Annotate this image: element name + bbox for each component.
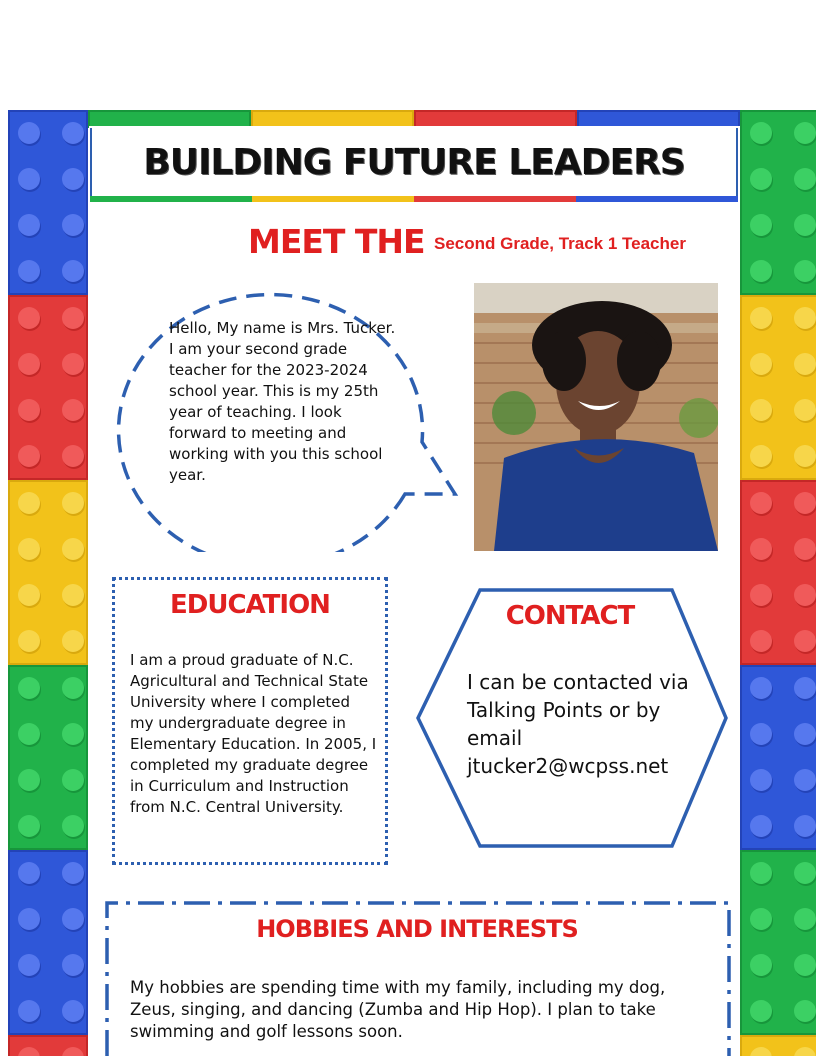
lego-stud bbox=[18, 445, 40, 467]
lego-stud bbox=[794, 815, 816, 837]
meet-heading: MEET THE bbox=[248, 222, 425, 261]
lego-stud bbox=[62, 630, 84, 652]
contact-heading: CONTACT bbox=[505, 601, 635, 631]
lego-stud bbox=[794, 630, 816, 652]
lego-stud bbox=[750, 954, 772, 976]
lego-stud bbox=[18, 214, 40, 236]
lego-stud bbox=[18, 630, 40, 652]
lego-stud bbox=[750, 122, 772, 144]
lego-stud bbox=[18, 908, 40, 930]
lego-stud bbox=[750, 862, 772, 884]
lego-stud bbox=[18, 492, 40, 514]
lego-stud bbox=[62, 168, 84, 190]
lego-stud bbox=[18, 168, 40, 190]
lego-stud bbox=[794, 260, 816, 282]
lego-stud bbox=[750, 815, 772, 837]
lego-stud bbox=[62, 399, 84, 421]
lego-stud bbox=[62, 353, 84, 375]
lego-stud bbox=[750, 1000, 772, 1022]
lego-stud bbox=[794, 399, 816, 421]
grade-subheading: Second Grade, Track 1 Teacher bbox=[434, 234, 686, 253]
lego-stud bbox=[62, 723, 84, 745]
lego-stud bbox=[794, 122, 816, 144]
lego-stud bbox=[750, 214, 772, 236]
lego-stud bbox=[18, 399, 40, 421]
lego-stud bbox=[750, 677, 772, 699]
lego-stud bbox=[750, 399, 772, 421]
lego-stud bbox=[18, 954, 40, 976]
lego-stud bbox=[62, 260, 84, 282]
lego-stud bbox=[794, 677, 816, 699]
title-banner bbox=[90, 128, 738, 198]
lego-stud bbox=[794, 307, 816, 329]
lego-stud bbox=[794, 1000, 816, 1022]
education-heading: EDUCATION bbox=[170, 590, 330, 620]
lego-stud bbox=[18, 584, 40, 606]
title-underline-bar bbox=[90, 196, 738, 202]
lego-stud bbox=[794, 168, 816, 190]
lego-stud bbox=[750, 630, 772, 652]
lego-stud bbox=[750, 908, 772, 930]
contact-text: I can be contacted via Talking Points or by email jtucker2@wcpss.net bbox=[467, 670, 689, 778]
lego-stud bbox=[62, 584, 84, 606]
intro-text: Hello, My name is Mrs. Tucker. I am your second grade teacher for the 2023-2024 school year. This is my 25th year of teaching. I look forward to meeting and working with you this school year. bbox=[169, 319, 396, 484]
lego-stud bbox=[62, 908, 84, 930]
lego-stud bbox=[62, 677, 84, 699]
lego-stud bbox=[794, 723, 816, 745]
teacher-photo bbox=[474, 283, 718, 551]
lego-stud bbox=[794, 353, 816, 375]
lego-stud bbox=[750, 353, 772, 375]
lego-stud bbox=[18, 862, 40, 884]
lego-stud bbox=[18, 260, 40, 282]
lego-stud bbox=[62, 815, 84, 837]
lego-stud bbox=[62, 492, 84, 514]
education-text: I am a proud graduate of N.C. Agricultural and Technical State University where I completed my undergraduate degree in Elementary Education. In 2005, I completed my graduate degree in Curriculum and Instruction from N.C. Central University. bbox=[130, 651, 377, 816]
lego-stud bbox=[794, 862, 816, 884]
lego-stud bbox=[794, 584, 816, 606]
lego-stud bbox=[62, 445, 84, 467]
lego-stud bbox=[750, 769, 772, 791]
page-title: BUILDING FUTURE LEADERS bbox=[143, 141, 685, 183]
lego-stud bbox=[794, 445, 816, 467]
lego-stud bbox=[750, 260, 772, 282]
lego-stud bbox=[62, 1000, 84, 1022]
lego-stud bbox=[62, 214, 84, 236]
lego-stud bbox=[750, 723, 772, 745]
lego-stud bbox=[62, 122, 84, 144]
lego-stud bbox=[18, 353, 40, 375]
lego-stud bbox=[794, 492, 816, 514]
lego-stud bbox=[62, 862, 84, 884]
hobbies-text: My hobbies are spending time with my family, including my dog, Zeus, singing, and dancing (Zumba and Hip Hop). I plan to take swimming and golf lessons soon. bbox=[130, 978, 666, 1041]
lego-stud bbox=[750, 168, 772, 190]
lego-stud bbox=[750, 584, 772, 606]
lego-stud bbox=[18, 122, 40, 144]
lego-stud bbox=[18, 1000, 40, 1022]
lego-stud bbox=[750, 445, 772, 467]
lego-stud bbox=[750, 307, 772, 329]
lego-stud bbox=[750, 492, 772, 514]
lego-stud bbox=[794, 538, 816, 560]
lego-stud bbox=[62, 769, 84, 791]
lego-stud bbox=[18, 815, 40, 837]
lego-stud bbox=[18, 538, 40, 560]
lego-stud bbox=[62, 538, 84, 560]
lego-stud bbox=[794, 908, 816, 930]
lego-stud bbox=[18, 723, 40, 745]
lego-stud bbox=[794, 769, 816, 791]
lego-stud bbox=[62, 954, 84, 976]
hobbies-heading: HOBBIES AND INTERESTS bbox=[256, 915, 578, 943]
lego-stud bbox=[18, 769, 40, 791]
lego-stud bbox=[18, 677, 40, 699]
lego-stud bbox=[794, 954, 816, 976]
lego-stud bbox=[794, 214, 816, 236]
lego-stud bbox=[18, 307, 40, 329]
lego-stud bbox=[62, 307, 84, 329]
lego-stud bbox=[750, 538, 772, 560]
